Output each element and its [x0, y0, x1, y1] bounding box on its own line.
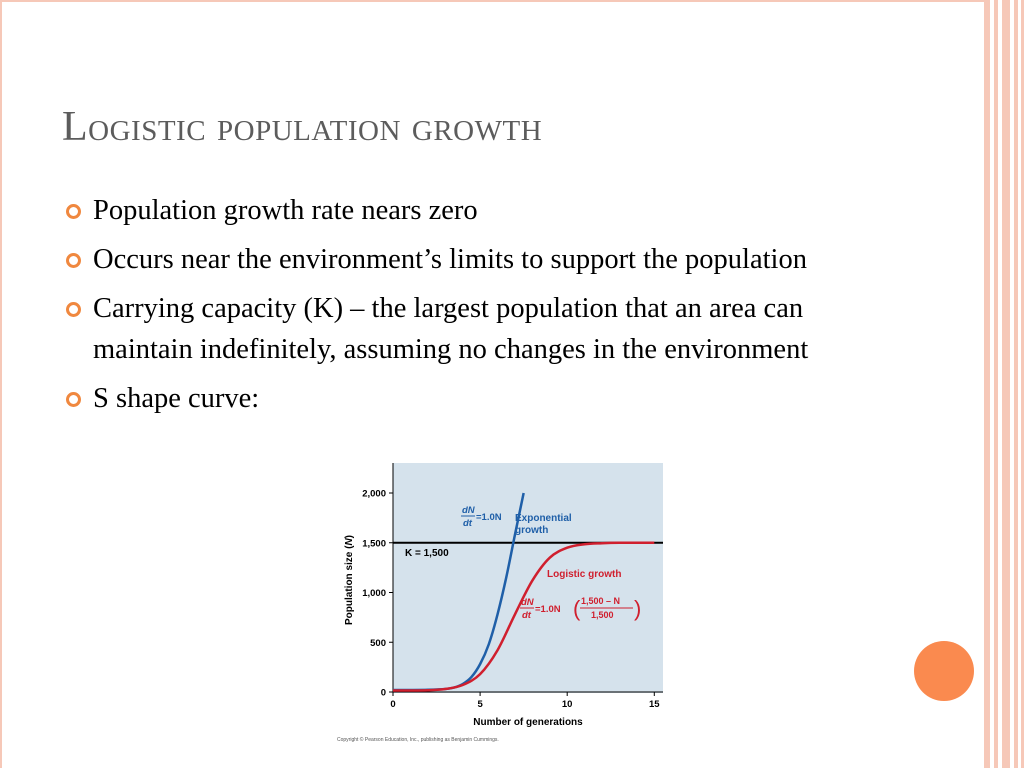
slide-title: Logistic population growth — [62, 104, 543, 150]
bullet-item — [62, 190, 872, 231]
bullet-icon — [66, 302, 81, 317]
y-tick-label: 1,000 — [362, 588, 386, 599]
bullet-text: Carrying capacity (K) – the largest population that an area can maintain indefinitely, assuming no changes in the environment — [93, 293, 809, 365]
bullet-text: S shape curve: — [93, 383, 260, 414]
exp-label: Exponential growth — [515, 513, 572, 536]
k-label: K = 1,500 — [405, 548, 449, 559]
bullet-icon — [66, 253, 81, 268]
log-eq-mid: =1.0N — [535, 604, 561, 615]
log-eq-denominator: dt — [522, 610, 531, 621]
log-eq-frac-numerator: 1,500 – N — [581, 596, 621, 606]
copyright-text: Copyright © Pearson Education, Inc., publishing as Benjamin Cummings. — [337, 737, 499, 743]
x-tick-label: 10 — [561, 699, 573, 710]
exp-eq-rhs: =1.0N — [476, 512, 502, 523]
y-tick-label: 2,000 — [362, 488, 386, 500]
accent-circle — [914, 641, 974, 701]
log-eq-frac-denominator: 1,500 — [591, 610, 614, 620]
x-axis-ticks — [390, 692, 663, 710]
x-tick-label: 0 — [390, 699, 396, 710]
bullet-text: Population growth rate nears zero — [93, 195, 478, 226]
chart-svg — [337, 463, 663, 735]
x-axis-label: Number of generations — [473, 717, 583, 728]
y-axis-label: Population size (N) — [344, 534, 355, 625]
exp-eq-numerator: dN — [462, 505, 475, 516]
y-tick-label: 500 — [370, 637, 386, 649]
decorative-stripes — [984, 0, 1024, 768]
log-eq-right-paren: ) — [634, 596, 642, 621]
y-axis-ticks — [362, 463, 393, 699]
plot-area — [393, 463, 663, 693]
bullet-list — [62, 190, 872, 427]
population-growth-chart — [337, 463, 663, 735]
bullet-item — [62, 378, 872, 419]
x-tick-label: 15 — [649, 699, 660, 710]
bullet-item — [62, 288, 872, 370]
exp-eq-denominator: dt — [463, 518, 472, 529]
log-eq-numerator: dN — [521, 597, 534, 608]
bullet-icon — [66, 392, 81, 407]
log-label: Logistic growth — [547, 569, 622, 580]
bullet-text: Occurs near the environment’s limits to support the population — [93, 244, 807, 275]
bullet-item — [62, 239, 872, 280]
bullet-icon — [66, 204, 81, 219]
log-eq-left-paren: ( — [573, 596, 581, 621]
x-tick-label: 5 — [477, 699, 483, 710]
y-tick-label: 0 — [380, 687, 386, 699]
y-tick-label: 1,500 — [362, 538, 386, 550]
